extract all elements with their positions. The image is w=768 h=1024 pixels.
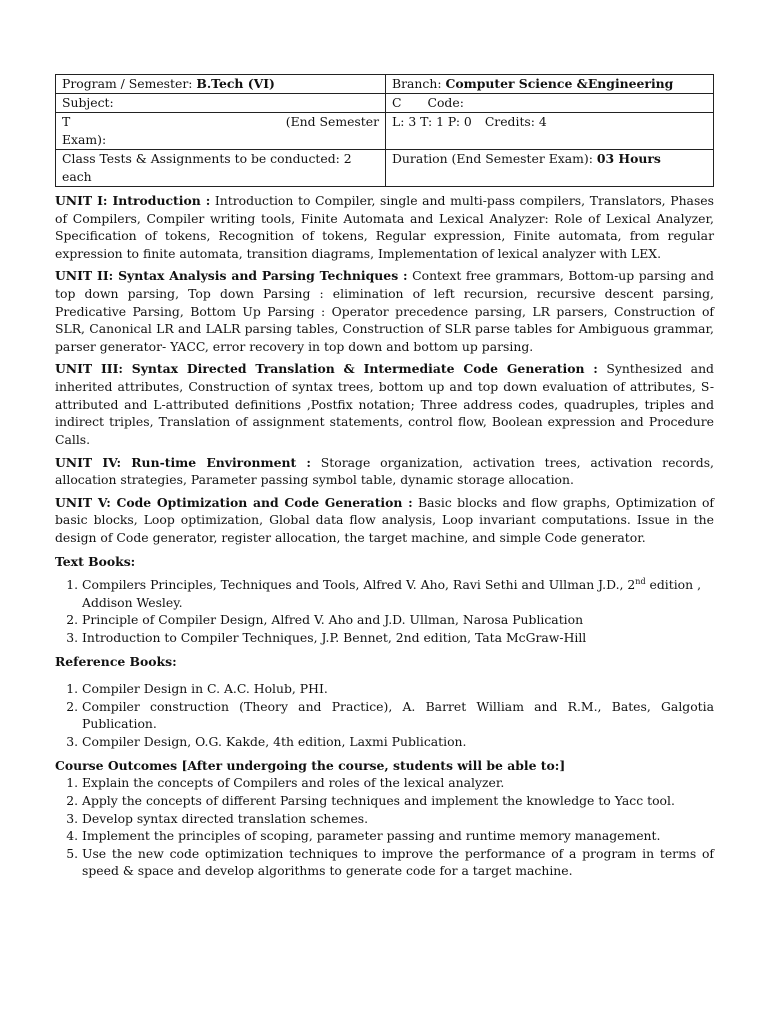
ltp-cell <box>386 112 714 149</box>
text-books-list <box>55 576 714 646</box>
reference-books-list <box>55 680 714 750</box>
unit-3 <box>55 360 714 448</box>
program-semester-cell <box>56 75 386 94</box>
code-prefix: C <box>392 94 402 110</box>
code-label: Code: <box>427 94 464 110</box>
unit-text: Synthesized and inherited attributes, Construction of syntax trees, bottom up and top down evaluation of attributes, S- attributed and L-attributed definitions ,Postfix notation; Three address codes, quadruples, triples and indirect triples, Translation of assignment statements, control flow, Boolean expression and Procedure Calls. <box>55 361 714 447</box>
text-book-1-publisher: Addison Wesley. <box>82 594 183 610</box>
duration-cell <box>386 149 714 186</box>
list-item: 1. Compiler Design in C. A.C. Holub, PHI. <box>82 680 714 698</box>
t-label: T <box>62 113 71 129</box>
branch-cell <box>386 75 714 94</box>
course-outcomes-list <box>55 774 714 880</box>
unit-5 <box>55 494 714 547</box>
exam-cell <box>56 112 386 149</box>
list-item: 2. Compiler construction (Theory and Practice), A. Barret William and R.M., Bates, Galgotia Publication. <box>82 698 714 733</box>
list-item: 3. Develop syntax directed translation schemes. <box>82 810 714 828</box>
class-tests-cell <box>56 149 386 186</box>
list-item: 2. Apply the concepts of different Parsing techniques and implement the knowledge to Yacc tool. <box>82 792 714 810</box>
unit-text: Storage organization, activation trees, activation records, allocation strategies, Parameter passing symbol table, dynamic storage allocation. <box>55 454 714 488</box>
branch-label: Branch: <box>392 76 442 91</box>
list-item: 2. Principle of Compiler Design, Alfred V. Aho and J.D. Ullman, Narosa Publication <box>82 611 714 629</box>
exam-label: Exam): <box>62 131 107 147</box>
superscript: nd <box>635 577 646 587</box>
unit-text: Context free grammars, Bottom-up parsing and top down parsing, Top down Parsing : elimination of left recursion, recursive descent parsing, Predicative Parsing, Bottom Up Parsing : Operator precedence parsing, LR parsers, Construction of SLR, Canonical LR and LALR parsing tables, Construction of SLR parse tables for Ambiguous grammar, parser generator- YACC, error recovery in top down and bottom up parsing. <box>55 268 714 354</box>
list-item: 3. Compiler Design, O.G. Kakde, 4th edition, Laxmi Publication. <box>82 733 714 751</box>
unit-title: UNIT V: Code Optimization and Code Generation : <box>55 494 413 510</box>
duration-label: Duration (End Semester Exam): <box>392 150 593 166</box>
program-label: Program / Semester: <box>62 76 193 91</box>
end-semester-label: (End Semester <box>285 113 379 129</box>
class-tests-text: Class Tests & Assignments to be conducted: 2 each <box>62 150 352 184</box>
subject-cell <box>56 93 386 112</box>
unit-title: UNIT IV: Run-time Environment : <box>55 454 311 470</box>
unit-4 <box>55 454 714 489</box>
code-cell <box>386 93 714 112</box>
unit-text: Basic blocks and flow graphs, Optimization of basic blocks, Loop optimization, Global data flow analysis, Loop invariant computations. Issue in the design of Code generator, register allocation, the target machine, and simple Code generator. <box>55 494 714 545</box>
table-row <box>56 112 714 149</box>
reference-books-heading: Reference Books: <box>55 653 177 669</box>
text-book-1-text: Compilers Principles, Techniques and Tools, Alfred V. Aho, Ravi Sethi and Ullman J.D., 2 <box>82 577 636 593</box>
text-books-heading: Text Books: <box>55 553 136 569</box>
branch-value: Computer Science &Engineering <box>445 76 674 91</box>
subject-label: Subject: <box>62 94 114 110</box>
table-row <box>56 93 714 112</box>
course-info-table <box>55 74 714 187</box>
unit-title: UNIT I: Introduction : <box>55 193 211 208</box>
list-item <box>82 576 714 611</box>
text-book-1-suffix: edition , <box>645 577 702 593</box>
list-item: 5. Use the new code optimization techniques to improve the performance of a program in terms of speed & space and develop algorithms to generate code for a target machine. <box>82 845 714 880</box>
program-value: B.Tech (VI) <box>196 76 275 91</box>
ltp-value: L: 3 T: 1 P: 0 <box>392 113 472 129</box>
list-item: 4. Implement the principles of scoping, parameter passing and runtime memory management. <box>82 827 714 845</box>
course-outcomes-heading: Course Outcomes [After undergoing the course, students will be able to:] <box>55 757 566 773</box>
unit-text: Introduction to Compiler, single and multi-pass compilers, Translators, Phases of Compilers, Compiler writing tools, Finite Automata and Lexical Analyzer: Role of Lexical Analyzer, Specification of tokens, Recognition of tokens, Regular expression, Finite automata, from regular expression to finite automata, transition diagrams, Implementation of lexical analyzer with LEX. <box>55 193 714 261</box>
syllabus-content <box>55 192 714 886</box>
unit-2 <box>55 267 714 355</box>
unit-title: UNIT II: Syntax Analysis and Parsing Techniques : <box>55 268 408 284</box>
list-item: 1. Explain the concepts of Compilers and roles of the lexical analyzer. <box>82 774 714 792</box>
table-row <box>56 149 714 186</box>
table-row <box>56 75 714 94</box>
list-item: 3. Introduction to Compiler Techniques, J.P. Bennet, 2nd edition, Tata McGraw-Hill <box>82 629 714 647</box>
credits-value: Credits: 4 <box>484 113 547 129</box>
duration-value: 03 Hours <box>596 150 661 166</box>
unit-title: UNIT III: Syntax Directed Translation & Intermediate Code Generation : <box>55 361 598 377</box>
unit-1 <box>55 192 714 262</box>
